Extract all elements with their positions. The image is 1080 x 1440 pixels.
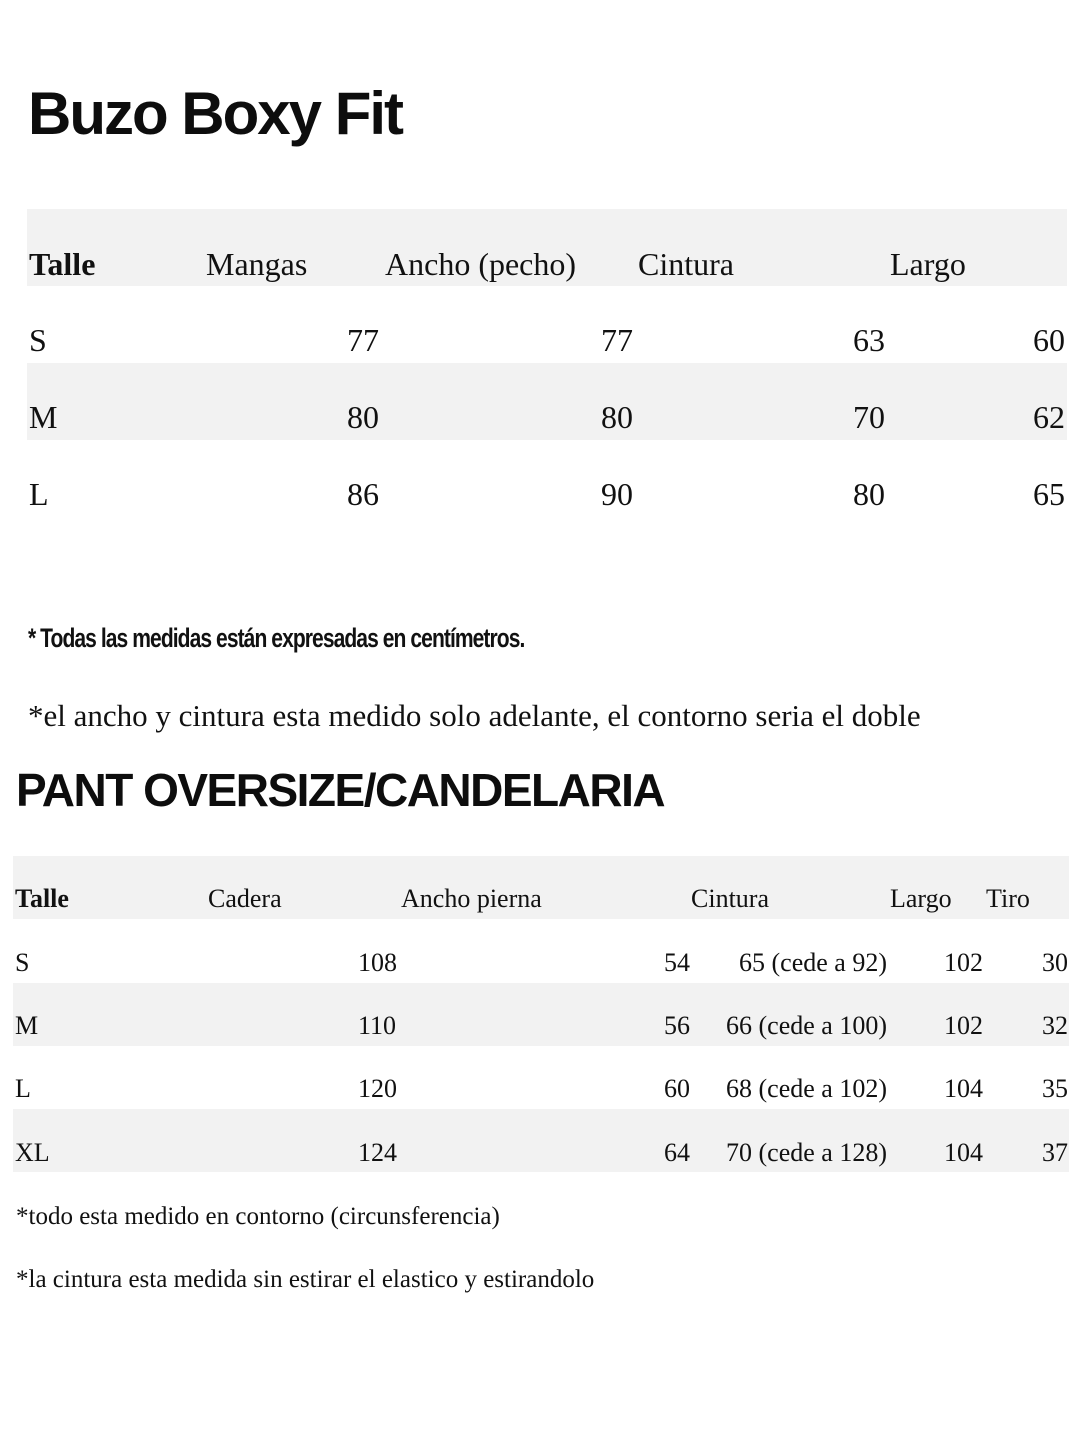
pant-cell-cintura: 68 (cede a 102) [726,1074,887,1103]
buzo-header-mangas: Mangas [206,246,308,282]
pant-header-talle: Talle [15,884,69,913]
pant-cell-talle: XL [15,1138,50,1167]
pant-header-cadera: Cadera [208,884,282,913]
pant-cell-talle: L [15,1074,31,1103]
pant-cell-talle: S [15,948,30,977]
pant-note-contour: *todo esta medido en contorno (circunsferencia) [16,1203,500,1230]
buzo-cell-ancho: 90 [601,476,633,512]
buzo-title: Buzo Boxy Fit [28,80,402,147]
buzo-cell-talle: S [29,322,47,358]
pant-cell-tiro: 37 [1042,1138,1068,1167]
pant-cell-cintura: 65 (cede a 92) [739,948,887,977]
pant-cell-ancho: 54 [664,948,690,977]
pant-cell-cadera: 124 [358,1138,397,1167]
buzo-note-units: * Todas las medidas están expresadas en centímetros. [28,623,525,653]
buzo-header-talle: Talle [29,246,96,282]
buzo-cell-cintura: 80 [853,476,885,512]
pant-header-largo: Largo [890,884,952,913]
pant-cell-tiro: 30 [1042,948,1068,977]
pant-header-cintura: Cintura [691,884,769,913]
buzo-cell-cintura: 63 [853,322,885,358]
buzo-header-cintura: Cintura [638,246,734,282]
pant-cell-cadera: 120 [358,1074,397,1103]
pant-note-waist: *la cintura esta medida sin estirar el elastico y estirandolo [16,1266,595,1293]
buzo-row-band [27,363,1067,440]
pant-cell-largo: 104 [944,1138,983,1167]
buzo-cell-talle: M [29,399,58,435]
buzo-cell-largo: 60 [1033,322,1065,358]
buzo-cell-mangas: 77 [347,322,379,358]
buzo-cell-largo: 65 [1033,476,1065,512]
buzo-cell-ancho: 77 [601,322,633,358]
pant-title: PANT OVERSIZE/CANDELARIA [16,764,665,816]
pant-cell-largo: 104 [944,1074,983,1103]
buzo-cell-mangas: 80 [347,399,379,435]
buzo-header-ancho: Ancho (pecho) [385,246,577,282]
pant-cell-ancho: 56 [664,1011,690,1040]
pant-cell-largo: 102 [944,1011,983,1040]
buzo-cell-cintura: 70 [853,399,885,435]
pant-header-tiro: Tiro [986,884,1030,913]
buzo-cell-largo: 62 [1033,399,1065,435]
buzo-cell-talle: L [29,476,49,512]
pant-cell-ancho: 64 [664,1138,690,1167]
pant-cell-cintura: 66 (cede a 100) [726,1011,887,1040]
buzo-cell-mangas: 86 [347,476,379,512]
pant-header-ancho: Ancho pierna [401,884,542,913]
pant-cell-talle: M [15,1011,39,1040]
pant-cell-tiro: 32 [1042,1011,1068,1040]
pant-cell-cadera: 110 [358,1011,397,1040]
pant-cell-ancho: 60 [664,1074,690,1103]
buzo-cell-ancho: 80 [601,399,633,435]
buzo-note-front: *el ancho y cintura esta medido solo adelante, el contorno seria el doble [28,698,921,733]
pant-cell-cadera: 108 [358,948,397,977]
buzo-header-largo: Largo [890,246,966,282]
pant-cell-cintura: 70 (cede a 128) [726,1138,887,1167]
pant-cell-tiro: 35 [1042,1074,1068,1103]
pant-cell-largo: 102 [944,948,983,977]
